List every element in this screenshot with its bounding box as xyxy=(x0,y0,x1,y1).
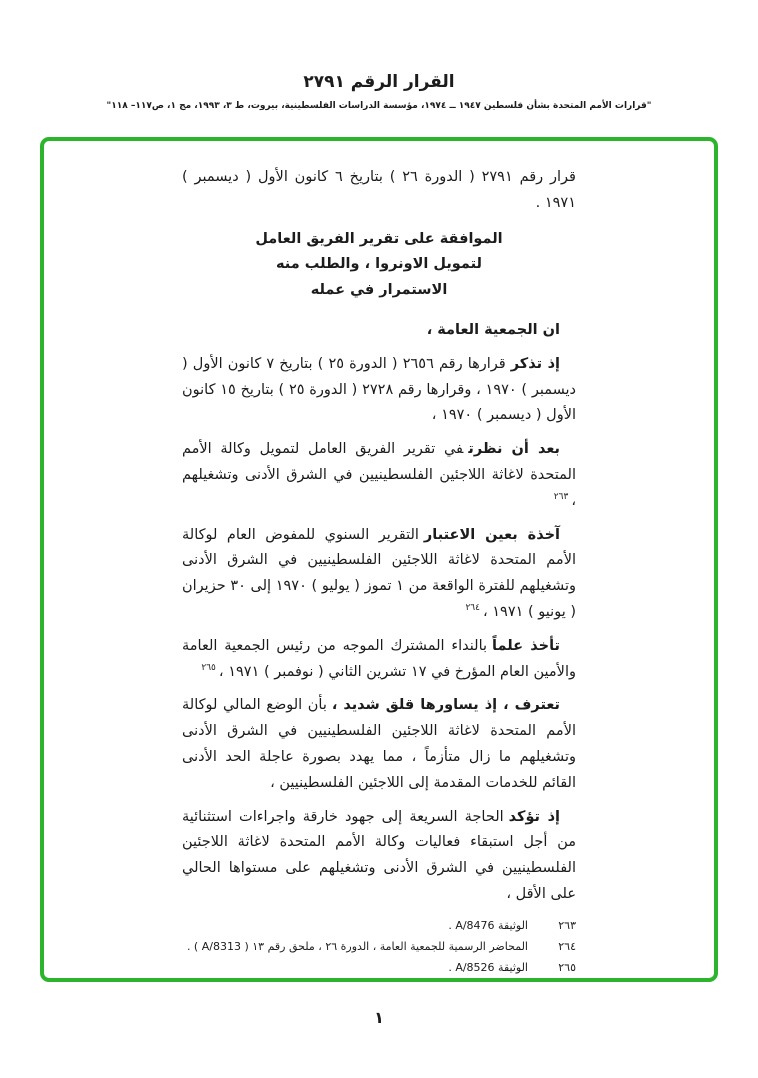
source-citation: "قرارات الأمم المتحدة بشأن فلسطين ١٩٤٧ ــ ١٩٧٤، مؤسسة الدراسات الفلسطينية، بيروت، ط ٣، ١٩٩٣، مج ١، ص١١٧– ١١٨" xyxy=(106,101,652,111)
page-title: القرار الرقم ٢٧٩١ xyxy=(303,72,455,92)
paragraph-text: الحاجة السريعة إلى جهود خارقة واجراءات استثنائية من أجل استبقاء فعاليات وكالة الأمم المتحدة لاغاثة اللاجئين الفلسطينيين في الشرق الأدنى وتشغيلهم على مستواها الحالي على الأقل ، xyxy=(182,808,576,902)
resolution-intro: قرار رقم ٢٧٩١ ( الدورة ٢٦ ) بتاريخ ٦ كانون الأول ( ديسمبر ) ١٩٧١ . xyxy=(182,169,576,211)
resolution-body xyxy=(182,165,576,916)
footnote-number: ٢٦٤ xyxy=(558,939,576,953)
paragraph-text: بالنداء المشترك الموجه من رئيس الجمعية العامة والأمين العام المؤرخ في ١٧ تشرين الثاني ( نوفمبر ) ١٩٧١ ، xyxy=(182,637,576,680)
footnote-row xyxy=(182,958,576,979)
footnote-text: الوثيقة A/8526 . xyxy=(448,960,528,974)
paragraph-lead: إذ تؤكد xyxy=(508,808,560,825)
heading-line: الاستمرار في عمله xyxy=(310,282,448,299)
paragraph xyxy=(182,634,576,686)
paragraph-lead: بعد أن نظرت xyxy=(468,441,561,458)
footnote-marker: ٢٦٣ xyxy=(553,491,569,502)
paragraph xyxy=(182,437,576,514)
paragraph-lead: تعترف ، إذ يساورها قلق شديد ، xyxy=(331,697,560,714)
heading-line: لتمويل الاونروا ، والطلب منه xyxy=(275,256,482,273)
footnote-marker: ٢٦٤ xyxy=(465,603,480,614)
opening-clause: ان الجمعية العامة ، xyxy=(426,321,560,338)
paragraph-lead: تأخذ علماً xyxy=(492,637,560,654)
page-number: ١ xyxy=(374,1008,384,1027)
footnote-row xyxy=(182,916,576,937)
paragraph-text: في تقرير الفريق العامل لتمويل وكالة الأمم المتحدة لاغاثة اللاجئين الفلسطينيين في الشرق الأدنى وتشغيلهم ، xyxy=(182,441,576,509)
paragraph xyxy=(182,693,576,796)
footnote-row xyxy=(182,937,576,958)
footnotes-section xyxy=(182,916,576,979)
paragraph-lead: إذ تذكر xyxy=(510,355,560,372)
footnote-number: ٢٦٣ xyxy=(558,918,576,932)
footnote-text: الوثيقة A/8476 . xyxy=(448,918,528,932)
paragraph xyxy=(182,352,576,429)
paragraph-lead: آخذة بعين الاعتبار xyxy=(423,526,560,543)
paragraph-text: التقرير السنوي للمفوض العام لوكالة الأمم المتحدة لاغاثة اللاجئين الفلسطينيين في الشرق الأدنى وتشغيلهم للفترة الواقعة من ١ تموز ( يوليو ) ١٩٧٠ إلى ٣٠ حزيران ( يونيو ) ١٩٧١ ، xyxy=(182,526,576,620)
resolution-heading xyxy=(182,227,576,304)
paragraph xyxy=(182,805,576,908)
highlight-frame xyxy=(40,137,718,982)
footnote-text: المحاضر الرسمية للجمعية العامة ، الدورة ٢٦ ، ملحق رقم ١٣ ( A/8313 ) . xyxy=(186,939,528,953)
heading-line: الموافقة على تقرير الفريق العامل xyxy=(255,230,503,247)
paragraph-text: بأن الوضع المالي لوكالة الأمم المتحدة لاغاثة اللاجئين الفلسطينيين في الشرق الأدنى وتشغيلهم ما زال متأزماً ، مما يهدد بصورة عاجلة الحد الأدنى القائم للخدمات المقدمة إلى اللاجئين الفلسطينيين ، xyxy=(182,697,576,791)
document-header xyxy=(0,72,758,111)
footnote-marker: ٢٦٥ xyxy=(201,662,216,673)
footnote-number: ٢٦٥ xyxy=(558,960,576,974)
paragraph xyxy=(182,523,576,626)
paragraph-text: قرارها رقم ٢٦٥٦ ( الدورة ٢٥ ) بتاريخ ٧ كانون الأول ( ديسمبر ) ١٩٧٠ ، وقرارها رقم ٢٧٢٨ ( الدورة ٢٥ ) بتاريخ ١٥ كانون الأول ( ديسمبر ) ١٩٧٠ ، xyxy=(182,355,577,424)
